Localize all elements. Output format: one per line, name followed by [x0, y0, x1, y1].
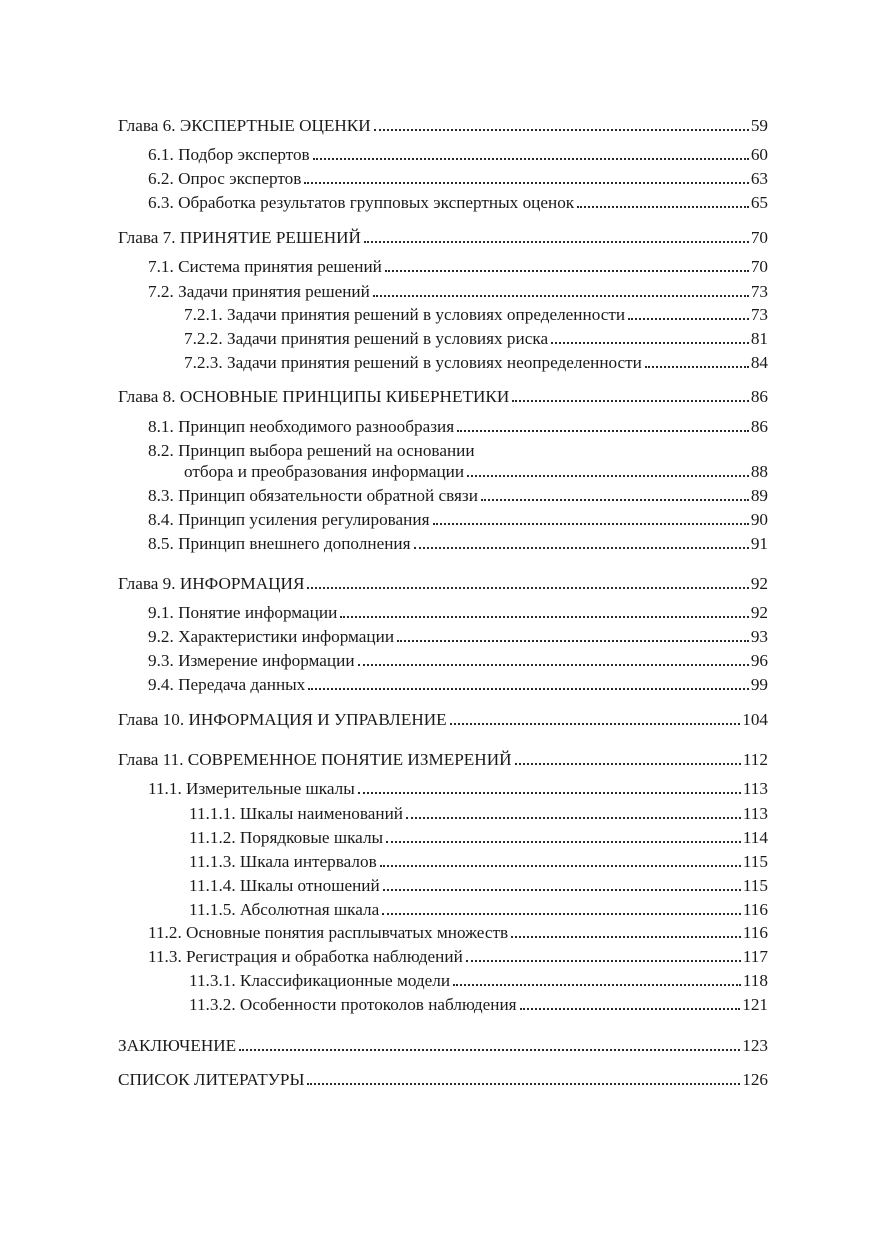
dot-leader [628, 318, 749, 320]
dot-leader [450, 723, 741, 725]
toc-entry-page: 89 [750, 486, 768, 505]
toc-entry-chapter-9 [118, 574, 768, 594]
toc-entry-section-9-1 [148, 603, 768, 623]
toc-entry-subsection-11-1-2 [189, 828, 768, 848]
toc-entry-title: ЗАКЛЮЧЕНИЕ [118, 1036, 237, 1055]
toc-entry-page: 113 [742, 779, 768, 798]
dot-leader [515, 763, 741, 765]
toc-entry-title: отбора и преобразования информации [184, 462, 465, 481]
dot-leader [373, 295, 749, 297]
toc-entry-title: Глава 6. ЭКСПЕРТНЫЕ ОЦЕНКИ [118, 116, 371, 135]
toc-entry-section-8-1 [148, 417, 768, 437]
dot-leader [307, 587, 748, 589]
dot-leader [453, 984, 741, 986]
toc-entry-page: 113 [742, 804, 768, 823]
toc-entry-page: 121 [742, 995, 768, 1014]
toc-entry-title: 11.1.4. Шкалы отношений [189, 876, 380, 895]
toc-entry-subsection-11-3-1 [189, 971, 768, 991]
toc-entry-title: 11.3. Регистрация и обработка наблюдений [148, 947, 463, 966]
toc-entry-page: 73 [750, 305, 768, 324]
toc-entry-title: Глава 9. ИНФОРМАЦИЯ [118, 574, 305, 593]
toc-entry-title: 11.3.1. Классификационные модели [189, 971, 451, 990]
toc-entry-subsection-7-2-1 [184, 305, 768, 325]
toc-entry-title: 9.2. Характеристики информации [148, 627, 395, 646]
toc-entry-title: 7.2. Задачи принятия решений [148, 282, 370, 301]
dot-leader [358, 792, 741, 794]
toc-entry-page: 99 [750, 675, 768, 694]
toc-entry-page: 60 [750, 145, 768, 164]
dot-leader [406, 817, 741, 819]
dot-leader [382, 913, 741, 915]
toc-entry-page: 91 [750, 534, 768, 553]
dot-leader [307, 1083, 740, 1085]
toc-entry-title: 11.1.1. Шкалы наименований [189, 804, 403, 823]
toc-entry-page: 70 [750, 257, 768, 276]
toc-entry-title: 11.3.2. Особенности протоколов наблюдения [189, 995, 517, 1014]
toc-entry-title: 9.3. Измерение информации [148, 651, 355, 670]
toc-entry-chapter-8 [118, 387, 768, 407]
toc-entry-section-8-4 [148, 510, 768, 530]
toc-entry-section-8-5 [148, 534, 768, 554]
toc-entry-page: 93 [750, 627, 768, 646]
toc-entry-page: 92 [750, 603, 768, 622]
toc-entry-title: 9.1. Понятие информации [148, 603, 338, 622]
toc-entry-section-6-1 [148, 145, 768, 165]
toc-entry-page: 126 [742, 1070, 768, 1089]
toc-entry-title: Глава 11. СОВРЕМЕННОЕ ПОНЯТИЕ ИЗМЕРЕНИЙ [118, 750, 512, 769]
dot-leader [383, 889, 741, 891]
dot-leader [457, 430, 749, 432]
dot-leader [466, 960, 741, 962]
toc-entry-title: 6.2. Опрос экспертов [148, 169, 302, 188]
toc-entry-page: 81 [750, 329, 768, 348]
toc-entry-title: 8.5. Принцип внешнего дополнения [148, 534, 411, 553]
dot-leader [577, 206, 749, 208]
toc-entry-page: 115 [742, 852, 768, 871]
toc-entry-section-11-3 [148, 947, 768, 967]
toc-entry-page: 116 [742, 900, 768, 919]
toc-entry-subsection-11-1-3 [189, 852, 768, 872]
toc-entry-page: 59 [750, 116, 768, 135]
dot-leader [386, 841, 741, 843]
toc-entry-conclusion [118, 1036, 768, 1056]
dot-leader [512, 400, 749, 402]
dot-leader [645, 366, 749, 368]
dot-leader [481, 499, 749, 501]
toc-entry-title: 7.2.3. Задачи принятия решений в условиях неопределенности [184, 353, 642, 372]
toc-entry-page: 104 [742, 710, 768, 729]
toc-entry-title: 11.1.3. Шкала интервалов [189, 852, 377, 871]
dot-leader [433, 523, 749, 525]
toc-entry-chapter-6 [118, 116, 768, 136]
dot-leader [313, 158, 749, 160]
toc-entry-page: 73 [750, 282, 768, 301]
toc-entry-section-8-2-cont [184, 462, 768, 482]
dot-leader [358, 664, 749, 666]
dot-leader [308, 688, 749, 690]
toc-entry-page: 90 [750, 510, 768, 529]
dot-leader [414, 547, 749, 549]
toc-entry-subsection-11-1-5 [189, 900, 768, 920]
toc-entry-subsection-11-1-1 [189, 804, 768, 824]
dot-leader [467, 475, 749, 477]
toc-entry-section-9-4 [148, 675, 768, 695]
toc-entry-title: СПИСОК ЛИТЕРАТУРЫ [118, 1070, 305, 1089]
toc-entry-section-8-2: 8.2. Принцип выбора решений на основании [148, 441, 475, 460]
toc-entry-title: 6.1. Подбор экспертов [148, 145, 310, 164]
toc-entry-page: 88 [750, 462, 768, 481]
dot-leader [374, 129, 749, 131]
toc-entry-section-9-2 [148, 627, 768, 647]
toc-entry-title: Глава 8. ОСНОВНЫЕ ПРИНЦИПЫ КИБЕРНЕТИКИ [118, 387, 510, 406]
toc-entry-page: 96 [750, 651, 768, 670]
toc-entry-page: 92 [750, 574, 768, 593]
toc-entry-title: 7.2.2. Задачи принятия решений в условиях риска [184, 329, 549, 348]
toc-entry-subsection-7-2-3 [184, 353, 768, 373]
toc-entry-title: 11.2. Основные понятия расплывчатых множеств [148, 923, 509, 942]
toc-entry-page: 84 [750, 353, 768, 372]
dot-leader [380, 865, 741, 867]
toc-entry-section-9-3 [148, 651, 768, 671]
toc-entry-section-6-3 [148, 193, 768, 213]
toc-entry-section-6-2 [148, 169, 768, 189]
toc-entry-chapter-10 [118, 710, 768, 730]
toc-entry-page: 118 [742, 971, 768, 990]
dot-leader [239, 1049, 740, 1051]
toc-entry-page: 115 [742, 876, 768, 895]
toc-entry-bibliography [118, 1070, 768, 1090]
toc-entry-page: 86 [750, 417, 768, 436]
dot-leader [340, 616, 749, 618]
toc-entry-title: Глава 10. ИНФОРМАЦИЯ И УПРАВЛЕНИЕ [118, 710, 447, 729]
dot-leader [304, 182, 748, 184]
toc-entry-title: 9.4. Передача данных [148, 675, 306, 694]
toc-entry-title: 11.1.5. Абсолютная шкала [189, 900, 380, 919]
toc-entry-title: 7.1. Система принятия решений [148, 257, 382, 276]
toc-entry-title: 8.1. Принцип необходимого разнообразия [148, 417, 455, 436]
toc-entry-page: 116 [742, 923, 768, 942]
toc-entry-title: Глава 7. ПРИНЯТИЕ РЕШЕНИЙ [118, 228, 361, 247]
toc-entry-chapter-11 [118, 750, 768, 770]
toc-entry-section-11-1 [148, 779, 768, 799]
dot-leader [511, 936, 741, 938]
toc-entry-title: 7.2.1. Задачи принятия решений в условиях определенности [184, 305, 626, 324]
toc-entry-page: 70 [750, 228, 768, 247]
toc-entry-page: 63 [750, 169, 768, 188]
toc-entry-subsection-7-2-2 [184, 329, 768, 349]
toc-entry-page: 114 [742, 828, 768, 847]
toc-entry-section-11-2 [148, 923, 768, 943]
toc-entry-section-7-1 [148, 257, 768, 277]
toc-entry-title: 8.4. Принцип усиления регулирования [148, 510, 430, 529]
toc-entry-page: 123 [742, 1036, 768, 1055]
toc-entry-title: 6.3. Обработка результатов групповых экспертных оценок [148, 193, 575, 212]
toc-entry-title: 8.3. Принцип обязательности обратной связи [148, 486, 478, 505]
dot-leader [551, 342, 749, 344]
toc-entry-section-7-2 [148, 282, 768, 302]
dot-leader [397, 640, 749, 642]
toc-entry-page: 65 [750, 193, 768, 212]
toc-entry-page: 117 [742, 947, 768, 966]
toc-entry-subsection-11-1-4 [189, 876, 768, 896]
dot-leader [520, 1008, 741, 1010]
toc-entry-title: 11.1. Измерительные шкалы [148, 779, 355, 798]
toc-entry-page: 86 [750, 387, 768, 406]
toc-entry-subsection-11-3-2 [189, 995, 768, 1015]
toc-entry-chapter-7 [118, 228, 768, 248]
toc-entry-page: 112 [742, 750, 768, 769]
toc-entry-title: 11.1.2. Порядковые шкалы [189, 828, 384, 847]
dot-leader [385, 270, 749, 272]
dot-leader [364, 241, 749, 243]
toc-entry-section-8-3 [148, 486, 768, 506]
